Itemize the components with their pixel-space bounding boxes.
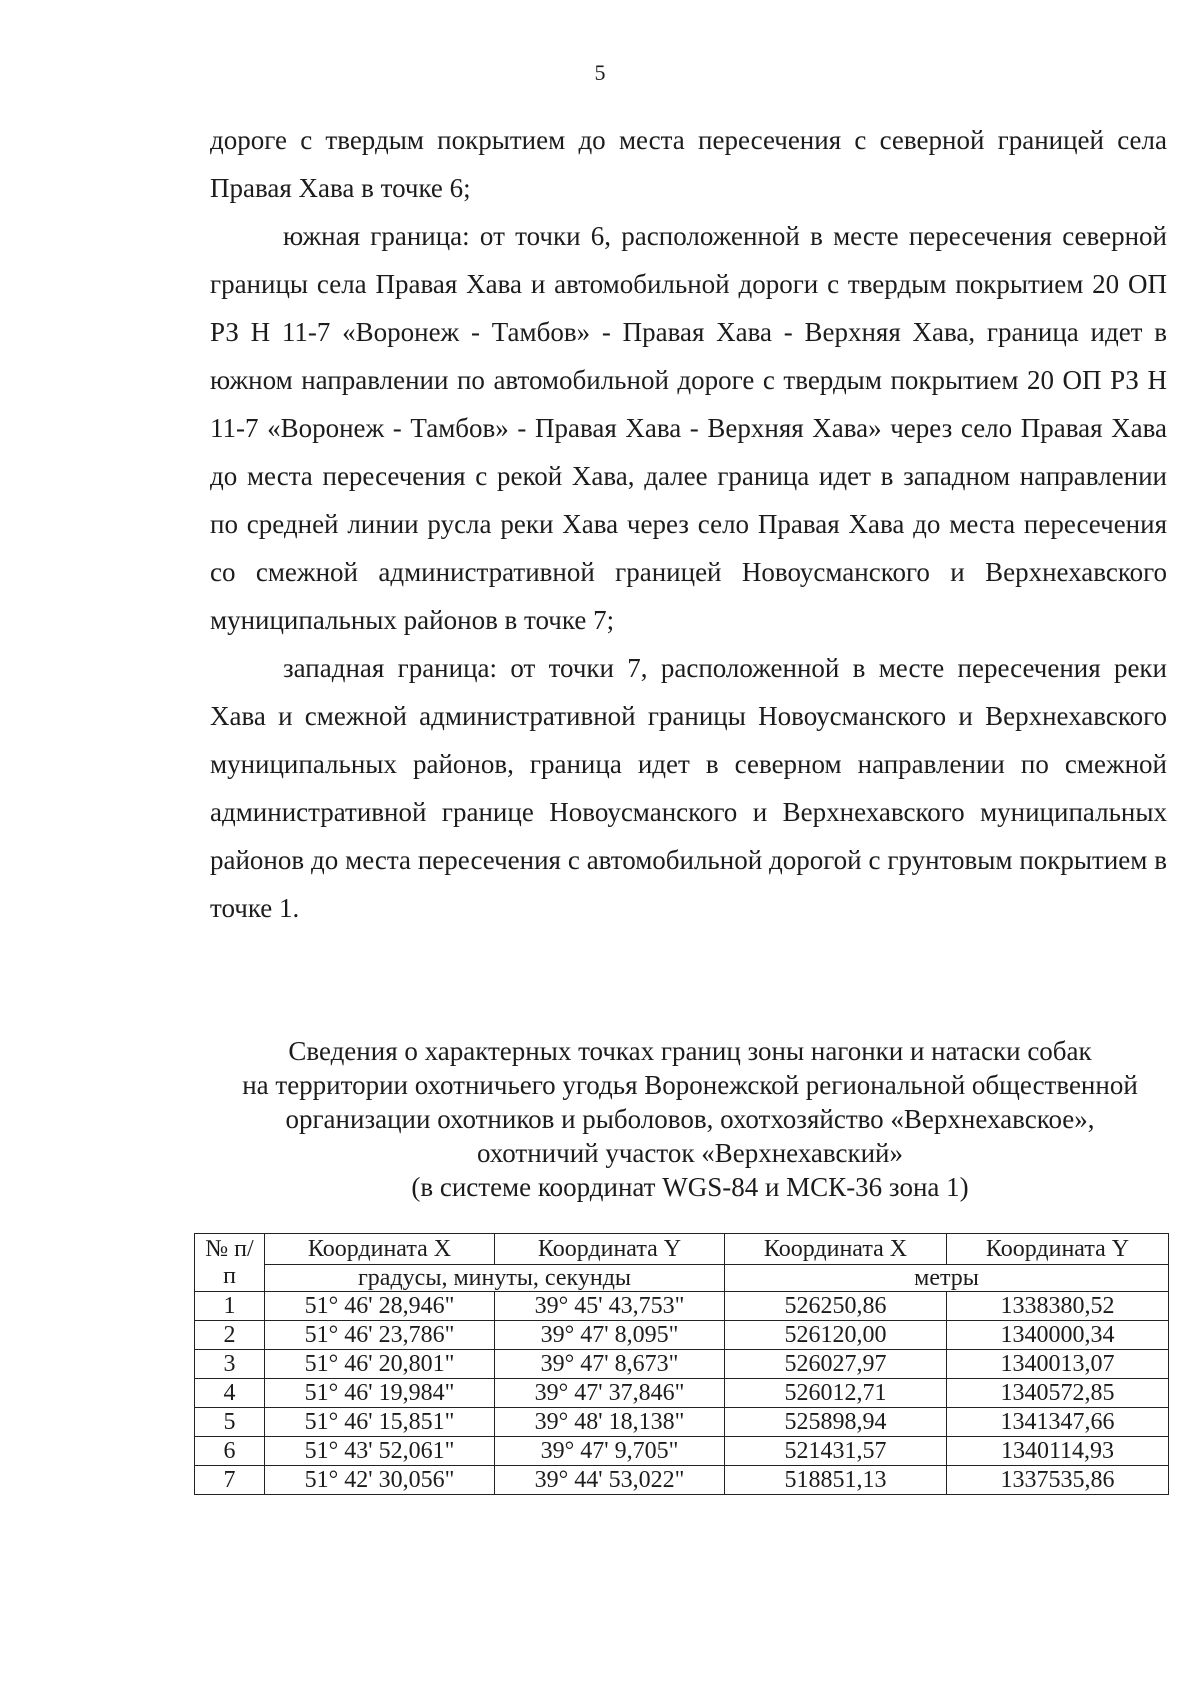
coordinates-table — [194, 1233, 1169, 1495]
cell-coord-x-deg: 51° 46' 23,786" — [265, 1321, 495, 1350]
table-row — [195, 1350, 1169, 1379]
table-row — [195, 1408, 1169, 1437]
column-header-number: № п/п — [195, 1234, 265, 1292]
table-row — [195, 1321, 1169, 1350]
cell-coord-x-m: 525898,94 — [725, 1408, 947, 1437]
cell-number: 5 — [195, 1408, 265, 1437]
cell-coord-x-deg: 51° 46' 19,984" — [265, 1379, 495, 1408]
cell-number: 4 — [195, 1379, 265, 1408]
cell-coord-x-m: 518851,13 — [725, 1466, 947, 1495]
cell-coord-y-deg: 39° 47' 8,095" — [495, 1321, 725, 1350]
cell-coord-x-deg: 51° 46' 28,946" — [265, 1292, 495, 1321]
cell-number: 1 — [195, 1292, 265, 1321]
table-row — [195, 1466, 1169, 1495]
cell-coord-x-deg: 51° 46' 20,801" — [265, 1350, 495, 1379]
cell-coord-y-deg: 39° 44' 53,022" — [495, 1466, 725, 1495]
column-header-coord-y-deg: Координата Y — [495, 1234, 725, 1265]
cell-coord-y-deg: 39° 47' 37,846" — [495, 1379, 725, 1408]
subheader-meters: метры — [725, 1265, 1169, 1292]
cell-coord-x-deg: 51° 43' 52,061" — [265, 1437, 495, 1466]
cell-coord-y-m: 1340572,85 — [947, 1379, 1169, 1408]
cell-coord-x-m: 526120,00 — [725, 1321, 947, 1350]
body-text — [210, 116, 1167, 932]
cell-coord-y-m: 1337535,86 — [947, 1466, 1169, 1495]
cell-coord-y-m: 1338380,52 — [947, 1292, 1169, 1321]
cell-coord-y-m: 1341347,66 — [947, 1408, 1169, 1437]
cell-number: 2 — [195, 1321, 265, 1350]
cell-number: 6 — [195, 1437, 265, 1466]
section-title-line: организации охотников и рыболовов, охотхозяйство «Верхнехавское», — [285, 1104, 1095, 1134]
cell-coord-y-deg: 39° 45' 43,753" — [495, 1292, 725, 1321]
table-subheader-row — [195, 1265, 1169, 1292]
section-title-line: на территории охотничьего угодья Воронежской региональной общественной — [242, 1070, 1138, 1100]
section-title-line: охотничий участок «Верхнехавский» — [476, 1138, 903, 1168]
cell-coord-y-m: 1340114,93 — [947, 1437, 1169, 1466]
cell-coord-x-deg: 51° 42' 30,056" — [265, 1466, 495, 1495]
subheader-degrees: градусы, минуты, секунды — [265, 1265, 725, 1292]
column-header-coord-x-deg: Координата X — [265, 1234, 495, 1265]
table-row — [195, 1437, 1169, 1466]
cell-coord-x-m: 526012,71 — [725, 1379, 947, 1408]
page-number: 5 — [594, 60, 606, 85]
column-header-coord-x-m: Координата X — [725, 1234, 947, 1265]
cell-coord-y-deg: 39° 48' 18,138" — [495, 1408, 725, 1437]
cell-number: 3 — [195, 1350, 265, 1379]
paragraph: дороге с твердым покрытием до места пересечения с северной границей села Правая Хава в точке 6; — [210, 125, 1167, 203]
column-header-coord-y-m: Координата Y — [947, 1234, 1169, 1265]
section-title-line: Сведения о характерных точках границ зоны нагонки и натаски собак — [288, 1036, 1092, 1066]
cell-coord-x-m: 521431,57 — [725, 1437, 947, 1466]
section-title-line: (в системе координат WGS-84 и МСК-36 зона 1) — [411, 1172, 969, 1202]
table-header-row — [195, 1234, 1169, 1265]
cell-coord-x-deg: 51° 46' 15,851" — [265, 1408, 495, 1437]
cell-coord-y-deg: 39° 47' 9,705" — [495, 1437, 725, 1466]
cell-coord-y-m: 1340000,34 — [947, 1321, 1169, 1350]
table-row — [195, 1292, 1169, 1321]
paragraph-west-boundary: западная граница: от точки 7, расположенной в месте пересечения реки Хава и смежной административной границы Новоусманского и Верхнехавского муниципальных районов, граница идет в северном направлении по смежной административной границе Новоусманского и Верхнехавского муниципальных районов до места пересечения с автомобильной дорогой с грунтовым покрытием в точке 1. — [210, 653, 1167, 923]
cell-coord-y-deg: 39° 47' 8,673" — [495, 1350, 725, 1379]
paragraph-south-boundary: южная граница: от точки 6, расположенной в месте пересечения северной границы села Правая Хава и автомобильной дороги с твердым покрытием 20 ОП РЗ Н 11-7 «Воронеж - Тамбов» - Правая Хава - Верхняя Хава, граница идет в южном направлении по автомобильной дороге с твердым покрытием 20 ОП РЗ Н 11-7 «Воронеж - Тамбов» - Правая Хава - Верхняя Хава» через село Правая Хава до места пересечения с рекой Хава, далее граница идет в западном направлении по средней линии русла реки Хава через село Правая Хава до места пересечения со смежной административной границей Новоусманского и Верхнехавского муниципальных районов в точке 7; — [210, 221, 1167, 635]
cell-coord-x-m: 526027,97 — [725, 1350, 947, 1379]
cell-number: 7 — [195, 1466, 265, 1495]
cell-coord-y-m: 1340013,07 — [947, 1350, 1169, 1379]
section-title — [190, 1034, 1190, 1204]
cell-coord-x-m: 526250,86 — [725, 1292, 947, 1321]
table-row — [195, 1379, 1169, 1408]
